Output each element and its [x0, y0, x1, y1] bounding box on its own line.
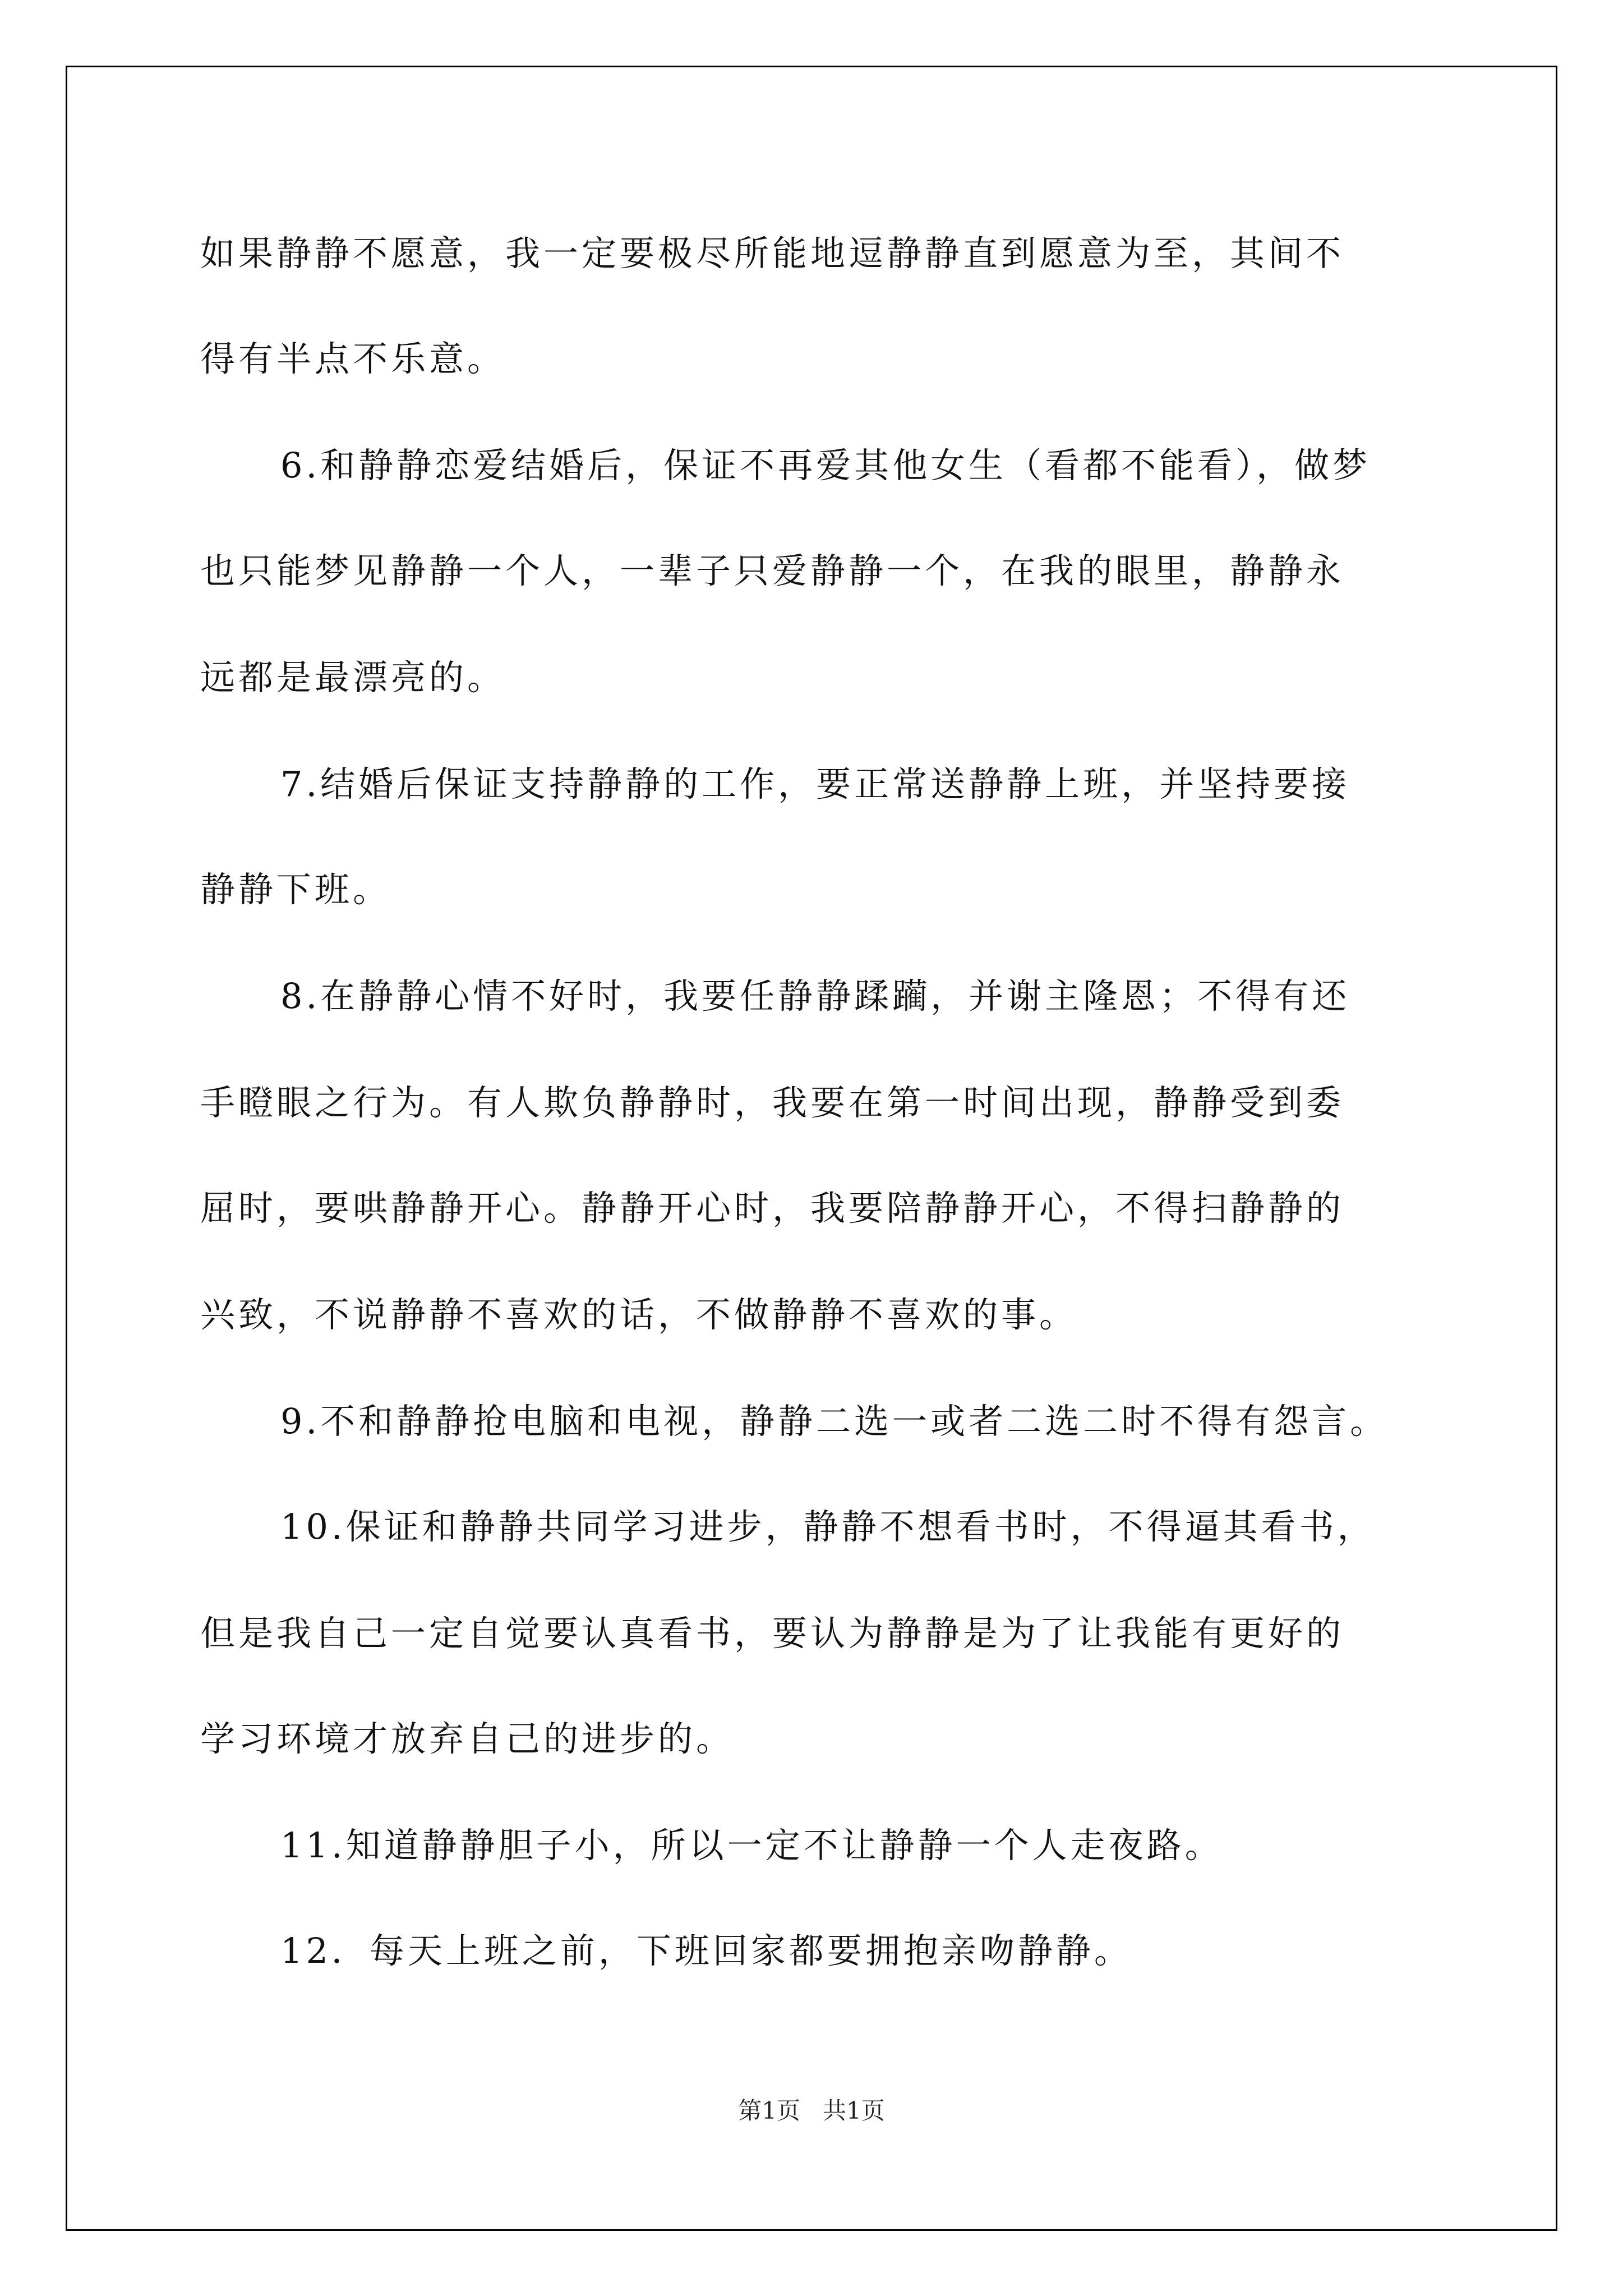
- body-line-14: 但是我自己一定自觉要认真看书，要认为静静是为了让我能有更好的: [200, 1613, 1345, 1654]
- body-line-9: 手瞪眼之行为。有人欺负静静时，我要在第一时间出现，静静受到委: [200, 1082, 1345, 1123]
- body-line-11: 兴致，不说静静不喜欢的话，不做静静不喜欢的事。: [200, 1294, 1078, 1335]
- body-line-8: 8.在静静心情不好时，我要任静静蹂躏，并谢主隆恩；不得有还: [280, 976, 1350, 1016]
- body-line-12: 9.不和静静抢电脑和电视，静静二选一或者二选二时不得有怨言。: [280, 1401, 1389, 1442]
- page-total: 共1页: [823, 2097, 885, 2124]
- body-line-17: 12．每天上班之前，下班回家都要拥抱亲吻静静。: [280, 1930, 1132, 1971]
- page-border: [66, 66, 1557, 2231]
- body-line-5: 远都是最漂亮的。: [200, 657, 506, 698]
- body-line-16: 11.知道静静胆子小，所以一定不让静静一个人走夜路。: [280, 1825, 1223, 1866]
- page-footer: [0, 2092, 1623, 2126]
- body-line-4: 也只能梦见静静一个人，一辈子只爱静静一个，在我的眼里，静静永: [200, 550, 1345, 591]
- body-line-1: 如果静静不愿意，我一定要极尽所能地逗静静直到愿意为至，其间不: [200, 233, 1345, 274]
- page-number: 第1页: [738, 2097, 800, 2124]
- body-line-6: 7.结婚后保证支持静静的工作，要正常送静静上班，并坚持要接: [280, 763, 1350, 804]
- body-line-3: 6.和静静恋爱结婚后，保证不再爱其他女生（看都不能看），做梦: [280, 445, 1371, 486]
- body-line-10: 屈时，要哄静静开心。静静开心时，我要陪静静开心，不得扫静静的: [200, 1188, 1345, 1228]
- body-line-7: 静静下班。: [200, 869, 391, 910]
- body-line-15: 学习环境才放弃自己的进步的。: [200, 1718, 735, 1759]
- body-line-13: 10.保证和静静共同学习进步，静静不想看书时，不得逼其看书，: [280, 1506, 1376, 1547]
- body-line-2: 得有半点不乐意。: [200, 338, 506, 379]
